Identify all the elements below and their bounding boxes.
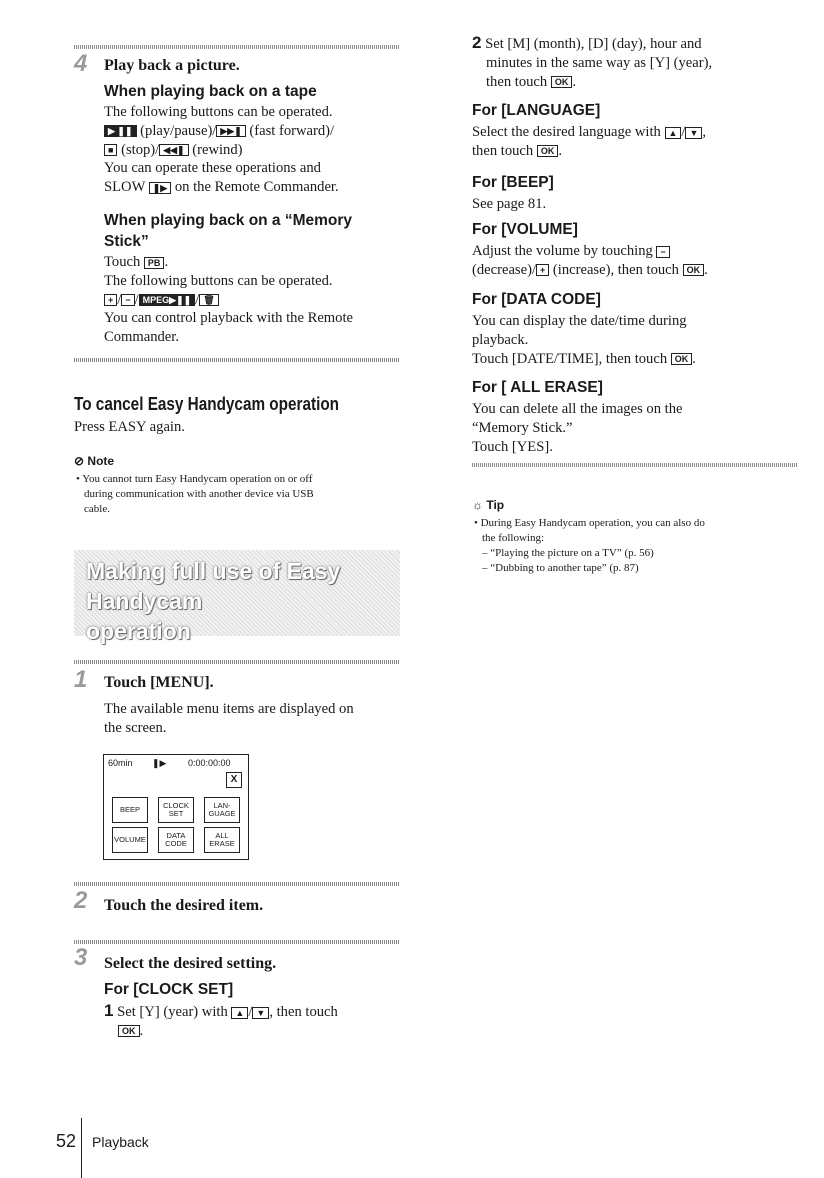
note-label: ⊘ Note — [74, 454, 115, 468]
up-button: ▲ — [231, 1007, 248, 1019]
step-number: 3 — [74, 944, 88, 971]
step-number: 1 — [74, 666, 88, 693]
down-button: ▼ — [252, 1007, 269, 1019]
ok-button: OK — [671, 353, 693, 365]
battery-indicator: 60min — [108, 758, 133, 768]
subheading-volume: For [VOLUME] — [472, 221, 578, 238]
footer-divider — [81, 1118, 82, 1178]
section-banner: Making full use of Easy Handycam operation — [74, 550, 400, 636]
divider — [74, 940, 400, 944]
ok-button: OK — [537, 145, 559, 157]
subheading-beep: For [BEEP] — [472, 174, 554, 191]
time-counter: 0:00:00:00 — [188, 758, 231, 768]
ok-button: OK — [118, 1025, 140, 1037]
play-pause-button: ▶ ❚❚ — [104, 125, 137, 137]
tip-label: ☼ Tip — [472, 498, 505, 512]
rewind-button: ◀◀❚ — [159, 144, 188, 156]
page-number: 52 — [56, 1131, 77, 1151]
subheading-clock-set: For [CLOCK SET] — [104, 981, 234, 998]
step-title: Touch the desired item. — [104, 897, 264, 914]
ok-button: OK — [551, 76, 573, 88]
menu-screen — [103, 754, 249, 860]
step-title: Touch [MENU]. — [104, 674, 214, 691]
lightbulb-icon: ☼ — [472, 498, 483, 512]
divider — [74, 45, 400, 49]
playback-button: PB — [144, 257, 165, 269]
close-icon[interactable]: X — [226, 772, 242, 788]
subheading-tape: When playing back on a tape — [104, 83, 317, 100]
menu-item-data-code[interactable]: DATA CODE — [158, 827, 194, 853]
menu-item-all-erase[interactable]: ALL ERASE — [204, 827, 240, 853]
plus-button: + — [104, 294, 117, 306]
divider — [74, 660, 400, 664]
step-title: Play back a picture. — [104, 57, 240, 74]
section-name: Playback — [92, 1134, 149, 1150]
cancel-heading: To cancel Easy Handycam operation — [74, 394, 340, 414]
step-title: Select the desired setting. — [104, 955, 277, 972]
divider — [74, 882, 400, 886]
step1-text: The available menu items are displayed on the screen. — [104, 701, 354, 736]
subheading-memory: When playing back on a “Memory Stick” — [104, 212, 353, 250]
record-icon: ❚▶ — [152, 758, 167, 768]
subheading-language: For [LANGUAGE] — [472, 102, 601, 119]
tip-text: • During Easy Handycam operation, you can also do the following: – “Playing the picture on a TV” (p. 56) – “Dubbing to another tape” (p. 87) — [474, 517, 705, 574]
mpeg-button: MPEG▶❚❚ — [139, 294, 196, 306]
memory-text: Touch PB . The following buttons can be operated. + / − / MPEG▶❚❚ / 🗑 You can control playback with the Remote Commander. — [104, 254, 353, 346]
step-number: 4 — [74, 50, 88, 77]
divider — [74, 358, 400, 362]
up-button: ▲ — [665, 127, 682, 139]
subheading-all-erase: For [ ALL ERASE] — [472, 379, 603, 396]
clock-set-step2: 2 Set [M] (month), [D] (day), hour and minutes in the same way as [Y] (year), then touch OK . — [472, 33, 713, 90]
beep-text: See page 81. — [472, 196, 547, 212]
stop-button: ■ — [104, 144, 117, 156]
ok-button: OK — [683, 264, 705, 276]
fast-forward-button: ▶▶❚ — [216, 125, 245, 137]
menu-item-language[interactable]: LAN-GUAGE — [204, 797, 240, 823]
menu-item-volume[interactable]: VOLUME — [112, 827, 148, 853]
down-button: ▼ — [685, 127, 702, 139]
cancel-text: Press EASY again. — [74, 419, 185, 435]
language-text: Select the desired language with ▲ / ▼ , then touch OK . — [472, 124, 707, 159]
volume-text: Adjust the volume by touching − (decrease)/ + (increase), then touch OK . — [472, 243, 708, 278]
subheading-data-code: For [DATA CODE] — [472, 291, 601, 308]
step-number: 2 — [74, 887, 88, 914]
menu-item-clock-set[interactable]: CLOCK SET — [158, 797, 194, 823]
minus-button: − — [656, 246, 669, 258]
note-icon: ⊘ — [74, 454, 85, 468]
minus-button: − — [121, 294, 134, 306]
data-code-text: You can display the date/time during playback. Touch [DATE/TIME], then touch OK . — [472, 313, 696, 367]
trash-icon: 🗑 — [199, 294, 218, 306]
menu-item-beep[interactable]: BEEP — [112, 797, 148, 823]
divider — [472, 463, 798, 467]
plus-button: + — [536, 264, 549, 276]
clock-set-text: 1 Set [Y] (year) with ▲ / ▼ , then touch OK . — [104, 1001, 338, 1039]
slow-button: ❚▶ — [149, 182, 171, 194]
all-erase-text: You can delete all the images on the “Memory Stick.” Touch [YES]. — [472, 401, 683, 455]
note-text: • You cannot turn Easy Handycam operation on or off during communication with another device via USB cable. — [76, 473, 314, 515]
tape-text: The following buttons can be operated. ▶ ❚❚ (play/pause)/ ▶▶❚ (fast forward)/ ■ (stop)/ ◀◀❚ (rewind) You can operate these operations and SLOW ❚▶ on the Remote Commander. — [104, 104, 339, 196]
